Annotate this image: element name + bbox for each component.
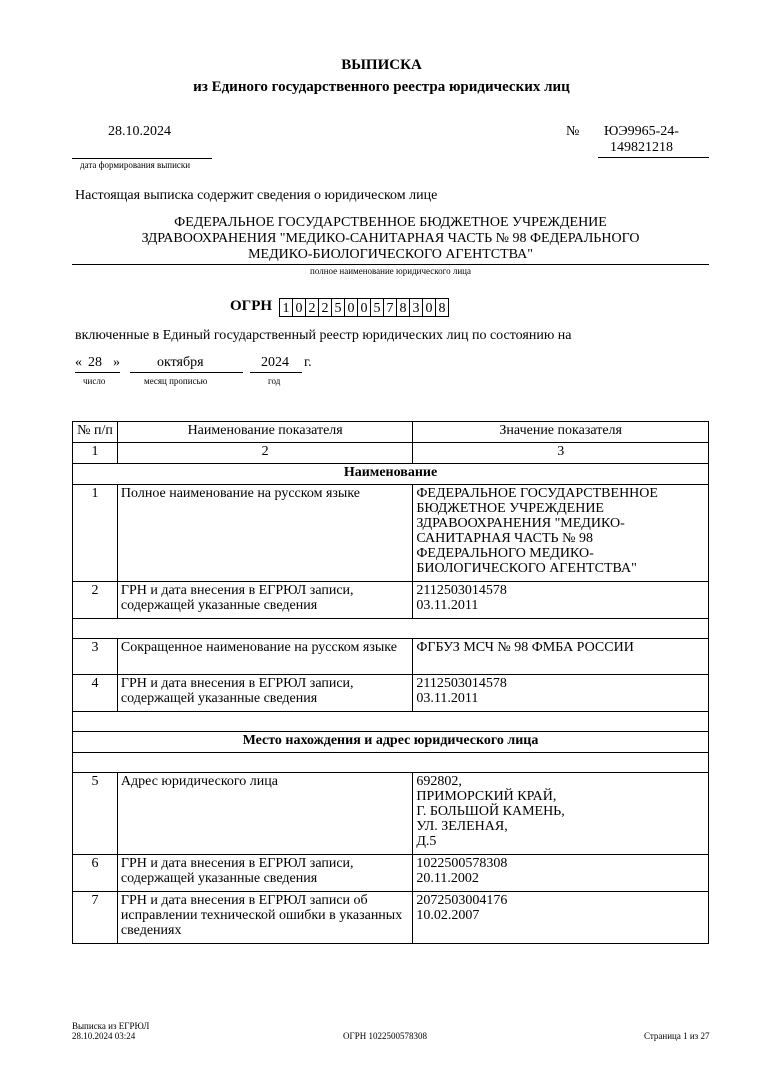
- empty-row: [73, 753, 709, 773]
- ogrn-label: ОГРН: [230, 298, 273, 314]
- number-sign: №: [566, 124, 580, 139]
- ogrn-digit-box: 8: [396, 298, 410, 317]
- row-value: [413, 773, 709, 855]
- footer-ogrn: ОГРН 1022500578308: [343, 1031, 427, 1041]
- section-address-heading: Место нахождения и адрес юридического лица: [73, 732, 709, 753]
- table-row: [73, 582, 709, 619]
- table-row: [73, 675, 709, 712]
- extract-number-line1: ЮЭ9965-24-: [604, 124, 679, 139]
- ogrn-digit-box: 5: [331, 298, 345, 317]
- year-caption: год: [268, 376, 281, 386]
- ogrn-digit-box: 0: [344, 298, 358, 317]
- grn-date: 10.02.2007: [416, 908, 480, 923]
- ogrn-digit-box: 8: [435, 298, 449, 317]
- ogrn-digit-box: 5: [370, 298, 384, 317]
- document-title: ВЫПИСКА: [341, 57, 422, 73]
- grn-date: 03.11.2011: [416, 691, 479, 706]
- row-value: [413, 582, 709, 619]
- row-number: 2: [73, 582, 118, 619]
- row-number: 3: [73, 639, 118, 675]
- month-underline: [130, 372, 243, 373]
- extract-number-line2: 149821218: [610, 140, 673, 155]
- as-of-day: 28: [88, 355, 102, 370]
- row-indicator: ГРН и дата внесения в ЕГРЮЛ записи, содержащей указанные сведения: [117, 855, 412, 892]
- empty-row: [73, 619, 709, 639]
- year-suffix: г.: [304, 355, 312, 370]
- table-row: [73, 773, 709, 855]
- grn-date: 03.11.2011: [416, 598, 479, 613]
- entity-name-line2: ЗДРАВООХРАНЕНИЯ "МЕДИКО-САНИТАРНАЯ ЧАСТЬ № 98 ФЕДЕРАЛЬНОГО: [141, 231, 640, 246]
- row-indicator: ГРН и дата внесения в ЕГРЮЛ записи об исправлении технической ошибки в указанных сведениях: [117, 892, 412, 944]
- footer-left-line2: 28.10.2024 03:24: [72, 1031, 136, 1041]
- address-region: ПРИМОРСКИЙ КРАЙ,: [416, 789, 557, 804]
- header-indicator: Наименование показателя: [117, 422, 412, 443]
- table-row: [73, 855, 709, 892]
- row-value: ФГБУЗ МСЧ № 98 ФМБА РОССИИ: [413, 639, 709, 675]
- empty-row: [73, 712, 709, 732]
- entity-full-name: [72, 215, 709, 263]
- date-underline: [72, 158, 212, 159]
- formation-date: 28.10.2024: [108, 124, 171, 139]
- entity-name-line3: МЕДИКО-БИОЛОГИЧЕСКОГО АГЕНТСТВА": [248, 247, 533, 262]
- row-number: 6: [73, 855, 118, 892]
- section-row: [73, 464, 709, 485]
- entity-name-caption: полное наименование юридического лица: [310, 266, 471, 276]
- ogrn-digit-box: 2: [318, 298, 332, 317]
- column-number-row: [73, 443, 709, 464]
- register-table: [72, 421, 709, 944]
- table-header-row: [73, 422, 709, 443]
- row-number: 4: [73, 675, 118, 712]
- address-house: Д.5: [416, 834, 437, 849]
- table-row: [73, 485, 709, 582]
- open-quote: «: [75, 355, 82, 370]
- address-postcode: 692802,: [416, 774, 462, 789]
- grn-date: 20.11.2002: [416, 871, 479, 886]
- document-subtitle: из Единого государственного реестра юридических лиц: [193, 79, 570, 95]
- intro-text: Настоящая выписка содержит сведения о юридическом лице: [75, 188, 438, 203]
- col-number-2: 2: [117, 443, 412, 464]
- entity-name-underline: [72, 264, 709, 265]
- ogrn-digit-box: 0: [292, 298, 306, 317]
- section-name-heading: Наименование: [73, 464, 709, 485]
- ogrn-digit-box: 1: [279, 298, 293, 317]
- row-number: 5: [73, 773, 118, 855]
- row-value: [413, 892, 709, 944]
- ogrn-digit-boxes: [280, 298, 449, 317]
- row-value: [413, 855, 709, 892]
- grn-value: 2072503004176: [416, 893, 508, 908]
- number-underline: [598, 157, 709, 158]
- row-number: 7: [73, 892, 118, 944]
- day-caption: число: [83, 376, 106, 386]
- row-indicator: Полное наименование на русском языке: [117, 485, 412, 582]
- col-number-1: 1: [73, 443, 118, 464]
- row-indicator: Адрес юридического лица: [117, 773, 412, 855]
- footer-page-number: Страница 1 из 27: [644, 1031, 710, 1041]
- close-quote: »: [113, 355, 120, 370]
- row-indicator: Сокращенное наименование на русском языке: [117, 639, 412, 675]
- header-value: Значение показателя: [413, 422, 709, 443]
- row-number: 1: [73, 485, 118, 582]
- table-row: [73, 892, 709, 944]
- table-row: [73, 639, 709, 675]
- year-underline: [250, 372, 302, 373]
- entity-name-line1: ФЕДЕРАЛЬНОЕ ГОСУДАРСТВЕННОЕ БЮДЖЕТНОЕ УЧРЕЖДЕНИЕ: [174, 215, 607, 230]
- month-caption: месяц прописью: [144, 376, 208, 386]
- ogrn-digit-box: 2: [305, 298, 319, 317]
- grn-value: 2112503014578: [416, 676, 507, 691]
- address-city: Г. БОЛЬШОЙ КАМЕНЬ,: [416, 804, 565, 819]
- row-indicator: ГРН и дата внесения в ЕГРЮЛ записи, содержащей указанные сведения: [117, 582, 412, 619]
- included-text: включенные в Единый государственный реестр юридических лиц по состоянию на: [75, 328, 572, 343]
- row-value: ФЕДЕРАЛЬНОЕ ГОСУДАРСТВЕННОЕ БЮДЖЕТНОЕ УЧРЕЖДЕНИЕ ЗДРАВООХРАНЕНИЯ "МЕДИКО-САНИТАРНАЯ ЧАСТЬ № 98 ФЕДЕРАЛЬНОГО МЕДИКО-БИОЛОГИЧЕСКОГО АГЕНТСТВА": [413, 485, 709, 582]
- footer-left-line1: Выписка из ЕГРЮЛ: [72, 1021, 150, 1031]
- as-of-month: октября: [157, 355, 204, 370]
- as-of-year: 2024: [261, 355, 289, 370]
- date-caption: дата формирования выписки: [80, 160, 191, 170]
- row-value: [413, 675, 709, 712]
- address-street: УЛ. ЗЕЛЕНАЯ,: [416, 819, 508, 834]
- grn-value: 1022500578308: [416, 856, 508, 871]
- ogrn-digit-box: 0: [422, 298, 436, 317]
- col-number-3: 3: [413, 443, 709, 464]
- day-underline: [75, 372, 120, 373]
- header-number: № п/п: [73, 422, 118, 443]
- row-indicator: ГРН и дата внесения в ЕГРЮЛ записи, содержащей указанные сведения: [117, 675, 412, 712]
- section-row: [73, 732, 709, 753]
- ogrn-digit-box: 0: [357, 298, 371, 317]
- ogrn-digit-box: 3: [409, 298, 423, 317]
- grn-value: 2112503014578: [416, 583, 507, 598]
- ogrn-digit-box: 7: [383, 298, 397, 317]
